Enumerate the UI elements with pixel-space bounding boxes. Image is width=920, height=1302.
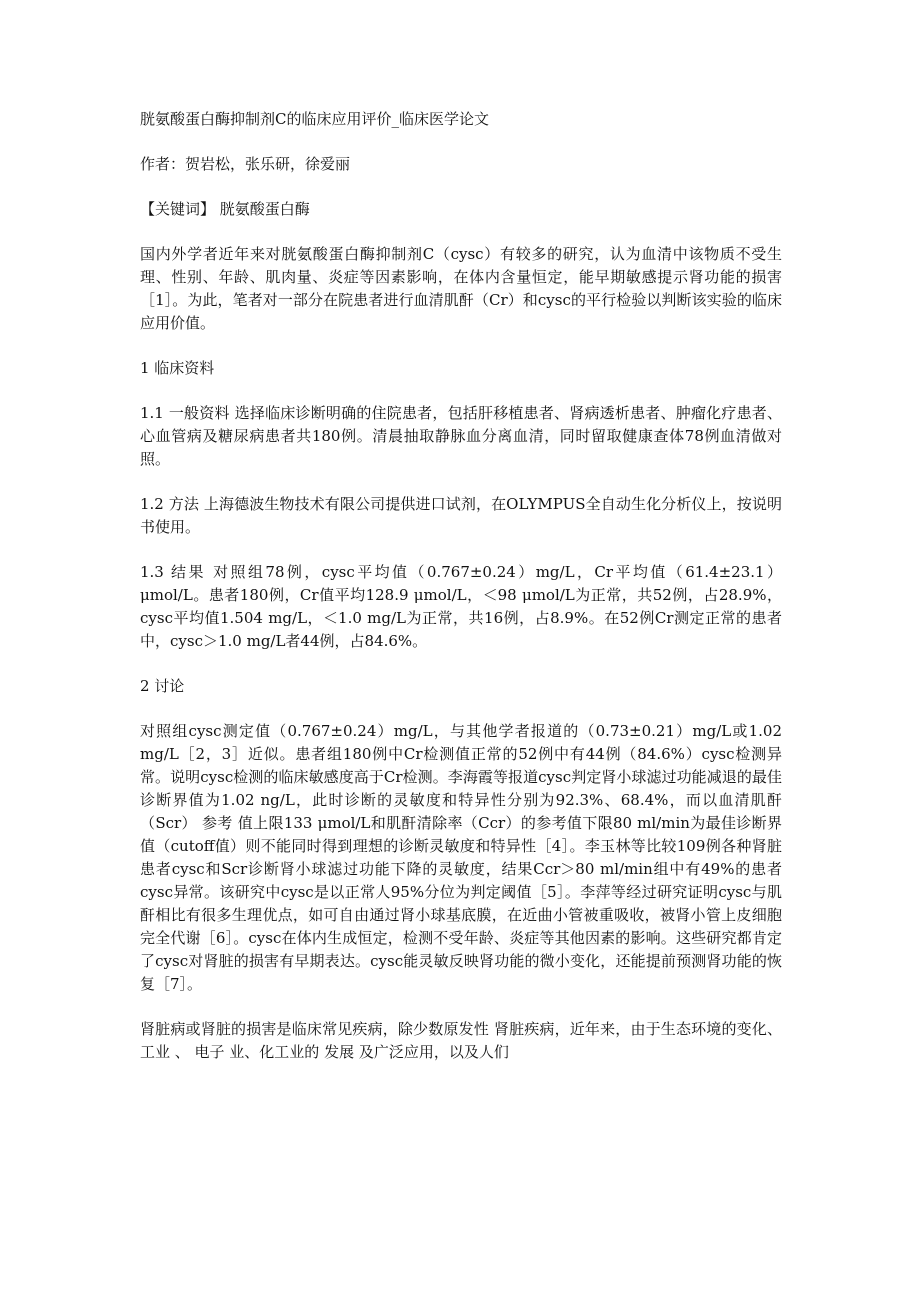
document-page <box>140 108 782 1086</box>
subsection-general-data: 1.1 一般资料 选择临床诊断明确的住院患者，包括肝移植患者、肾病透析患者、肿瘤化疗患者、心血管病及糖尿病患者共180例。清晨抽取静脉血分离血清，同时留取健康查体78例血清做对照。 <box>140 404 782 468</box>
section-heading-discussion: 2 讨论 <box>140 677 185 695</box>
final-paragraph: 肾脏病或肾脏的损害是临床常见疾病，除少数原发性 肾脏疾病，近年来，由于生态环境的变化、 工业 、 电子 业、化工业的 发展 及广泛应用，以及人们 <box>140 1020 782 1061</box>
intro-paragraph: 国内外学者近年来对胱氨酸蛋白酶抑制剂C（cysc）有较多的研究，认为血清中该物质不受生理、性别、年龄、肌肉量、炎症等因素影响，在体内含量恒定，能早期敏感提示肾功能的损害［1］。为此，笔者对一部分在院患者进行血清肌酐（Cr）和cysc的平行检验以判断该实验的临床应用价值。 <box>140 245 782 332</box>
section-heading-clinical-data: 1 临床资料 <box>140 359 215 377</box>
subsection-method: 1.2 方法 上海德波生物技术有限公司提供进口试剂，在OLYMPUS全自动生化分析仪上，按说明书使用。 <box>140 495 782 536</box>
authors-line: 作者：贺岩松，张乐研，徐爱丽 <box>140 155 351 173</box>
keywords-line: 【关键词】 胱氨酸蛋白酶 <box>140 200 310 218</box>
document-title: 胱氨酸蛋白酶抑制剂C的临床应用评价_临床医学论文 <box>140 110 489 128</box>
subsection-results: 1.3 结果 对照组78例，cysc平均值（0.767±0.24）mg/L，Cr平均值（61.4±23.1）μmol/L。患者180例，Cr值平均128.9 μmol/L，＜98 μmol/L为正常，共52例，占28.9%，cysc平均值1.504 mg/L，＜1.0 mg/L为正常，共16例，占8.9%。在52例Cr测定正常的患者中，cysc＞1.0 mg/L者44例，占84.6%。 <box>140 563 782 650</box>
discussion-paragraph: 对照组cysc测定值（0.767±0.24）mg/L，与其他学者报道的（0.73±0.21）mg/L或1.02 mg/L［2，3］近似。患者组180例中Cr检测值正常的52例中有44例（84.6%）cysc检测异常。说明cysc检测的临床敏感度高于Cr检测。李海霞等报道cysc判定肾小球滤过功能减退的最佳诊断界值为1.02 ng/L，此时诊断的灵敏度和特异性分别为92.3%、68.4%，而以血清肌酐（Scr） 参考 值上限133 μmol/L和肌酐清除率（Ccr）的参考值下限80 ml/min为最佳诊断界值（cutoff值）则不能同时得到理想的诊断灵敏度和特异性［4］。李玉林等比较109例各种肾脏患者cysc和Scr诊断肾小球滤过功能下降的灵敏度，结果Ccr＞80 ml/min组中有49%的患者cysc异常。该研究中cysc是以正常人95%分位为判定阈值［5］。李萍等经过研究证明cysc与肌酐相比有很多生理优点，如可自由通过肾小球基底膜，在近曲小管被重吸收，被肾小管上皮细胞完全代谢［6］。cysc在体内生成恒定，检测不受年龄、炎症等其他因素的影响。这些研究都肯定了cysc对肾脏的损害有早期表达。cysc能灵敏反映肾功能的微小变化，还能提前预测肾功能的恢复［7］。 <box>140 722 782 993</box>
